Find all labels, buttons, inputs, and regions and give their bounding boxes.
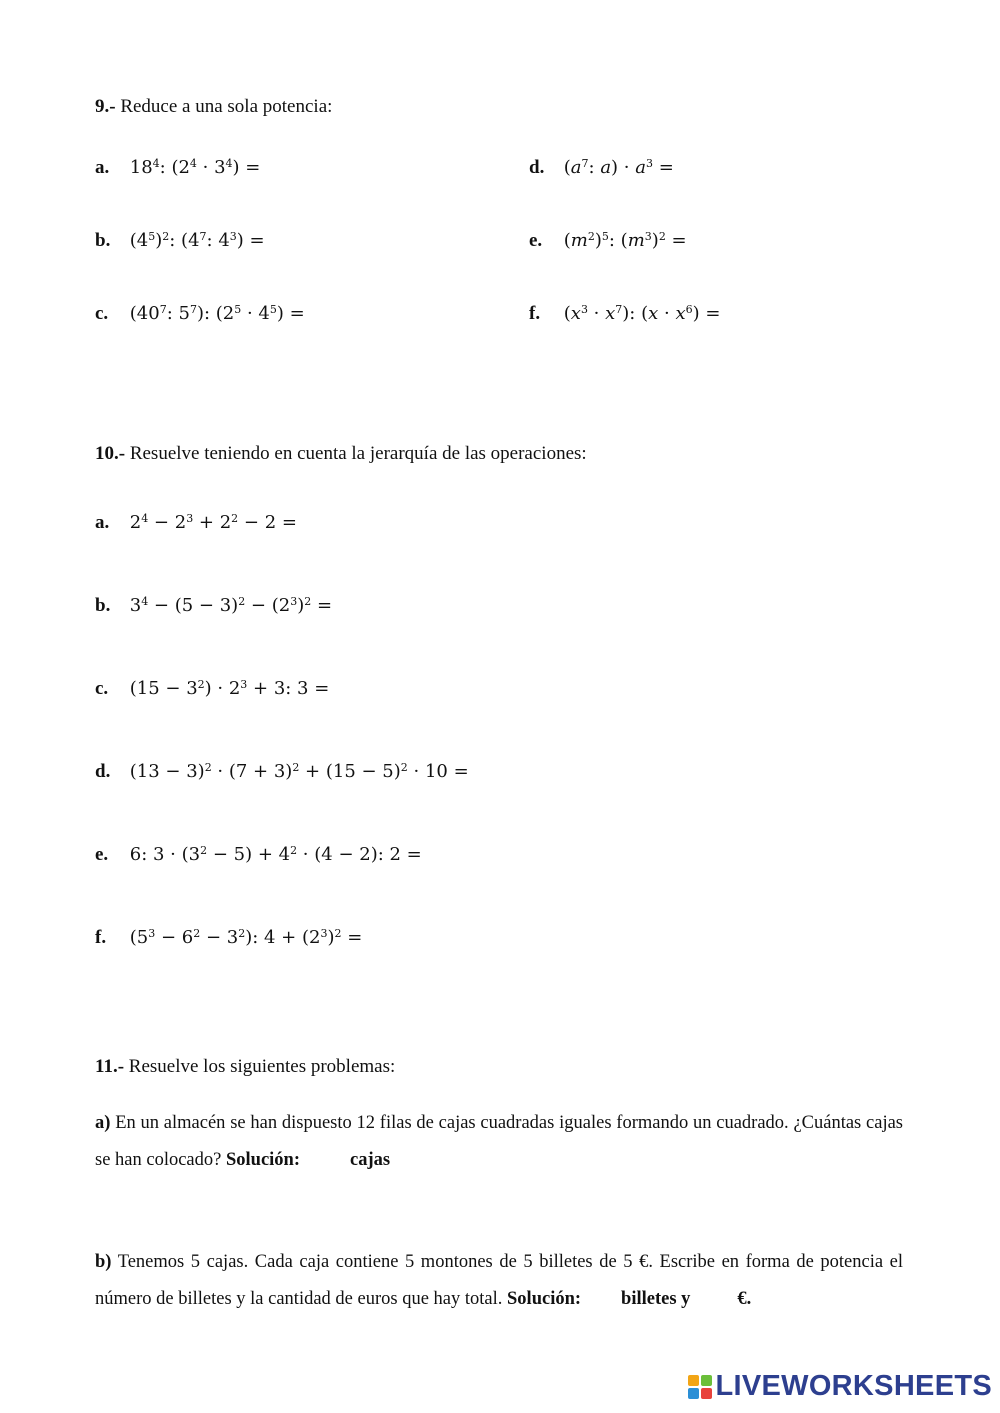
expression: ($a^7$: $a) \cdot a^3$ = — [563, 156, 674, 178]
item-label: b. — [95, 230, 111, 251]
item-label: c. — [95, 303, 109, 324]
exercise-11-title: Resuelve los siguientes problemas: — [128, 1056, 396, 1077]
exercise-11-number: 11.- — [95, 1056, 125, 1077]
expression: $18^4$: $(2^4 \cdot 3^4)$ = — [129, 156, 261, 178]
exercise-9d — [529, 156, 674, 180]
problem-a-label: a) — [95, 1113, 111, 1133]
problem-b-label: b) — [95, 1252, 112, 1272]
exercise-10a — [95, 511, 297, 535]
item-label: f. — [95, 927, 107, 948]
expression: $2^4 - 2^3 + 2^2 - 2$ = — [129, 511, 297, 533]
item-label: d. — [95, 761, 111, 782]
item-label: f. — [529, 303, 541, 324]
exercise-10f — [95, 926, 362, 950]
exercise-9-heading — [95, 95, 332, 119]
expression: $(4^5)^2$: ($4^7$: $4^3$) = — [129, 229, 265, 251]
problem-b-text: Tenemos 5 cajas. Cada caja contiene 5 montones de 5 billetes de 5 €. Escribe en forma de potencia el número de billetes y la cantidad de euros que hay total. — [95, 1252, 903, 1309]
exercise-9-title: Reduce a una sola potencia: — [120, 96, 333, 117]
problem-a-solution-label: Solución: — [225, 1150, 301, 1170]
problem-b-solution-label: Solución: — [507, 1289, 582, 1309]
problem-a — [95, 1105, 903, 1179]
problem-b-unit-billetes: billetes y — [621, 1289, 691, 1309]
exercise-9a — [95, 156, 260, 180]
exercise-11-heading — [95, 1055, 395, 1079]
exercise-10c — [95, 677, 329, 701]
exercise-9e — [529, 229, 687, 253]
expression: $(15 - 3^2) \cdot 2^3 + 3$: 3 = — [129, 677, 330, 699]
exercise-10e — [95, 843, 422, 867]
logo-mark-icon — [688, 1375, 712, 1399]
exercise-10-title: Resuelve teniendo en cuenta la jerarquía de las operaciones: — [129, 443, 587, 464]
problem-b — [95, 1244, 903, 1318]
exercise-9b — [95, 229, 265, 253]
item-label: e. — [529, 230, 543, 251]
item-label: d. — [529, 157, 545, 178]
problem-a-unit: cajas — [350, 1150, 391, 1170]
item-label: a. — [95, 512, 110, 533]
expression: $(13 - 3)^2 \cdot (7 + 3)^2 + (15 - 5)^2 \cdot 10$ = — [129, 760, 469, 782]
expression: $(x^3 \cdot x^7)$: $(x \cdot x^6)$ = — [563, 302, 721, 324]
exercise-10d — [95, 760, 469, 784]
exercise-9-number: 9.- — [95, 96, 116, 117]
exercise-10b — [95, 594, 332, 618]
expression: $3^4 - (5 - 3)^2 - (2^3)^2$ = — [129, 594, 333, 616]
item-label: c. — [95, 678, 109, 699]
problem-b-unit-euros: €. — [737, 1289, 752, 1309]
expression: ($40^7$: $5^7$): $(2^5 \cdot 4^5)$ = — [129, 302, 305, 324]
item-label: a. — [95, 157, 110, 178]
exercise-9c — [95, 302, 305, 326]
liveworksheets-logo[interactable] — [688, 1370, 993, 1403]
exercise-10-number: 10.- — [95, 443, 126, 464]
expression: $(m^2)^5$: $(m^3)^2$ = — [563, 229, 687, 251]
expression: 6: $3 \cdot (3^2 - 5) + 4^2 \cdot (4 - 2)$: 2 = — [129, 843, 422, 865]
item-label: b. — [95, 595, 111, 616]
expression: $(5^3 - 6^2 - 3^2)$: $4 + (2^3)^2$ = — [129, 926, 363, 948]
exercise-9f — [529, 302, 720, 326]
item-label: e. — [95, 844, 109, 865]
exercise-10-heading — [95, 442, 587, 466]
logo-text: LIVEWORKSHEETS — [715, 1370, 992, 1402]
problem-a-text: En un almacén se han dispuesto 12 filas de cajas cuadradas iguales formando un cuadrado. ¿Cuántas cajas se han colocado? — [95, 1113, 903, 1170]
